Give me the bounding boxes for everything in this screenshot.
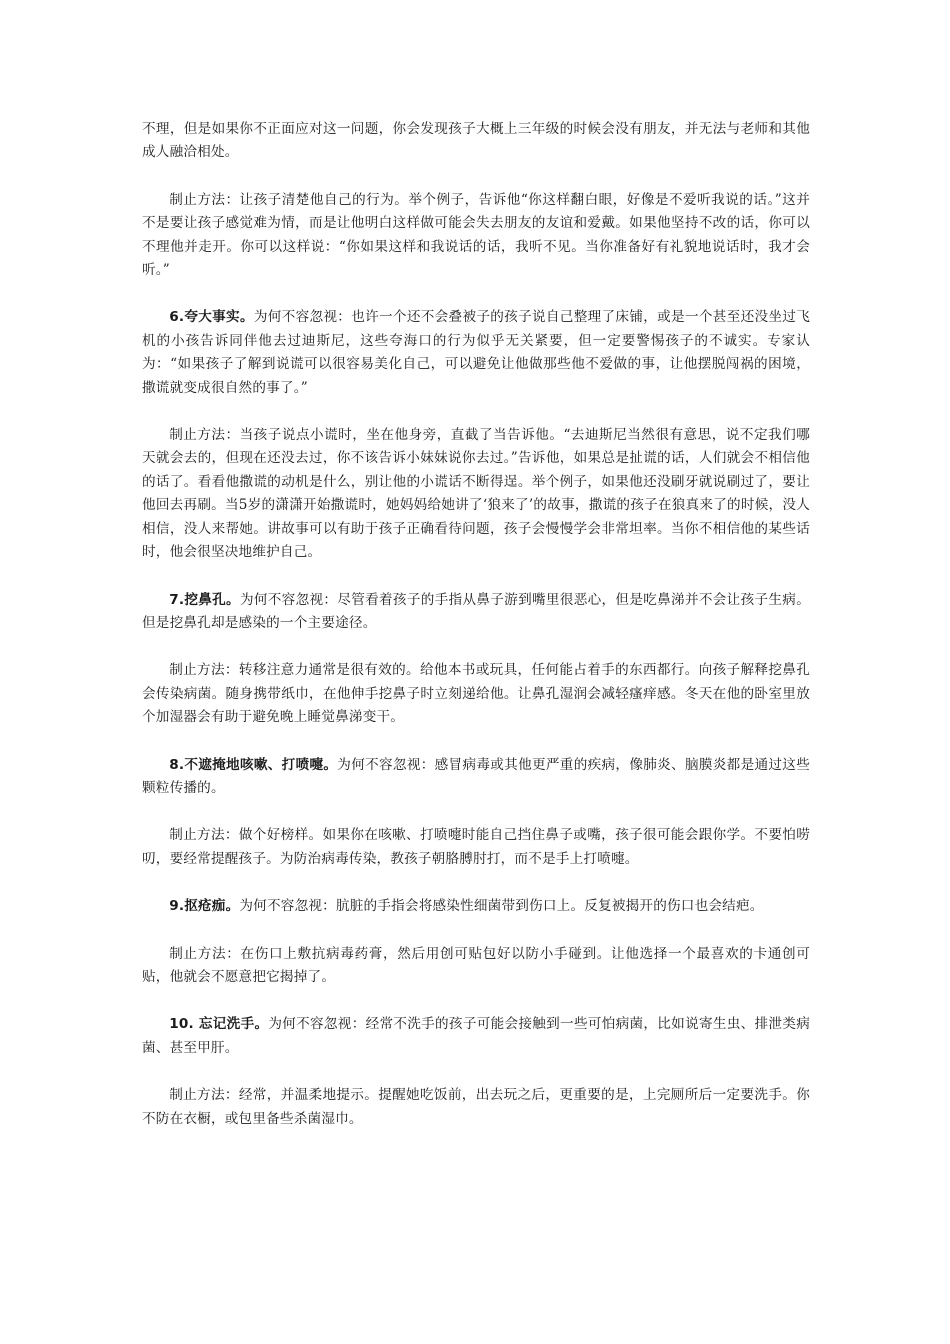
paragraph-method [142, 1084, 810, 1131]
document-body [142, 118, 810, 1155]
paragraph-text: 制止方法：让孩子清楚他自己的行为。举个例子，告诉他“你这样翻白眼，好像是不爱听我说的话。”这并不是要让孩子感觉难为情，而是让他明白这样做可能会失去朋友的友谊和爱戴。如果他坚持不改的话，你可以不理他并走开。你可以这样说：“你如果这样和我说话的话，我听不见。当你准备好有礼貌地说话时，我才会听。” [142, 191, 810, 279]
paragraph-text: 为何不容忽视：尽管看着孩子的手指从鼻子游到嘴里很恶心，但是吃鼻涕并不会让孩子生病。但是挖鼻孔却是感染的一个主要途径。 [142, 591, 810, 631]
item-heading: 10. 忘记洗手。 [169, 1016, 269, 1033]
item-heading: 9.抠疮痂。 [169, 898, 240, 915]
paragraph-item-10 [142, 1013, 810, 1060]
paragraph-text: 制止方法：经常，并温柔地提示。提醒她吃饭前，出去玩之后，更重要的是，上完厕所后一定要洗手。你不防在衣橱，或包里备些杀菌湿巾。 [142, 1087, 810, 1127]
paragraph-item-7 [142, 589, 810, 636]
paragraph-text: 为何不容忽视：肮脏的手指会将感染性细菌带到伤口上。反复被揭开的伤口也会结疤。 [239, 898, 764, 915]
paragraph-text: 制止方法：当孩子说点小谎时，坐在他身旁，直截了当告诉他。“去迪斯尼当然很有意思，说不定我们哪天就会去的，但现在还没去过，你不该告诉小妹妹说你去过。”告诉他，如果总是扯谎的话，人们就会不相信他的话了。看看他撒谎的动机是什么，别让他的小谎话不断得逞。举个例子，如果他还没刷牙就说刷过了，要让他回去再刷。当5岁的潇潇开始撒谎时，她妈妈给她讲了‘狼来了’的故事，撒谎的孩子在狼真来了的时候，没人相信，没人来帮她。讲故事可以有助于孩子正确看待问题，孩子会慢慢学会非常坦率。当你不相信他的某些话时，他会很坚决地维护自己。 [142, 427, 810, 561]
paragraph-text: 为何不容忽视：感冒病毒或其他更严重的疾病，像肺炎、脑膜炎都是通过这些颗粒传播的。 [142, 756, 810, 796]
paragraph-method [142, 824, 810, 871]
paragraph-item-6 [142, 306, 810, 400]
item-heading: 6.夸大事实。 [169, 309, 254, 326]
paragraph-method [142, 424, 810, 564]
paragraph-text: 制止方法：做个好榜样。如果你在咳嗽、打喷嚏时能自己挡住鼻子或嘴，孩子很可能会跟你学。不要怕唠叨，要经常提醒孩子。为防治病毒传染，教孩子朝胳膊肘打，而不是手上打喷嚏。 [142, 827, 810, 867]
item-heading: 8.不遮掩地咳嗽、打喷嚏。 [169, 756, 338, 773]
paragraph-text: 制止方法：转移注意力通常是很有效的。给他本书或玩具，任何能占着手的东西都行。向孩子解释挖鼻孔会传染病菌。随身携带纸巾，在他伸手挖鼻子时立刻递给他。让鼻孔湿润会减轻瘙痒感。冬天在他的卧室里放个加湿器会有助于避免晚上睡觉鼻涕变干。 [142, 662, 810, 726]
paragraph-method [142, 659, 810, 729]
item-heading: 7.挖鼻孔。 [169, 591, 240, 608]
paragraph-method [142, 189, 810, 283]
paragraph-text: 为何不容忽视：也许一个还不会叠被子的孩子说自己整理了床铺，或是一个甚至还没坐过飞机的小孩告诉同伴他去过迪斯尼，这些夸海口的行为似乎无关紧要，但一定要警惕孩子的不诚实。专家认为：“如果孩子了解到说谎可以很容易美化自己，可以避免让他做那些他不爱做的事，让他摆脱闯祸的困境，撒谎就变成很自然的事了。” [142, 309, 810, 396]
paragraph-text: 不理，但是如果你不正面应对这一问题，你会发现孩子大概上三年级的时候会没有朋友，并无法与老师和其他成人融洽相处。 [142, 121, 810, 161]
paragraph-text: 为何不容忽视：经常不洗手的孩子可能会接触到一些可怕病菌，比如说寄生虫、排泄类病菌、甚至甲肝。 [142, 1016, 810, 1056]
paragraph-continuation [142, 118, 810, 165]
paragraph-item-8 [142, 754, 810, 801]
paragraph-item-9 [142, 895, 810, 918]
paragraph-text: 制止方法：在伤口上敷抗病毒药膏，然后用创可贴包好以防小手碰到。让他选择一个最喜欢的卡通创可贴，他就会不愿意把它揭掉了。 [142, 945, 810, 985]
paragraph-method [142, 943, 810, 990]
